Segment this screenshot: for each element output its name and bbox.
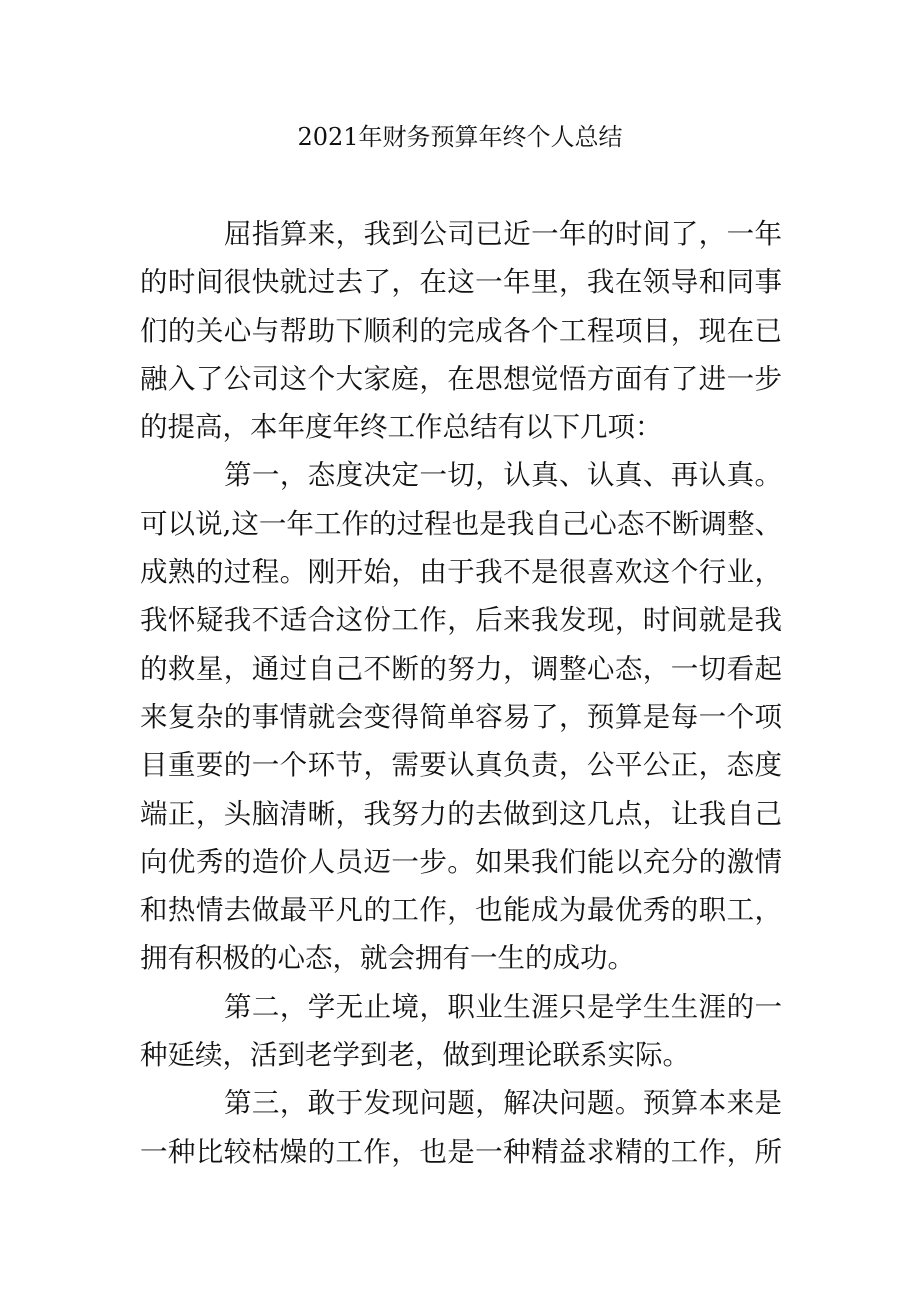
paragraph-line: 屈指算来，我到公司已近一年的时间了，一年 [224,218,782,250]
paragraph-line: 的提高，本年度年终工作总结有以下几项： [140,411,663,444]
paragraph [140,210,782,451]
paragraph-line: 种延续，活到老学到老，做到理论联系实际。 [140,1039,690,1072]
paragraph-line: 融入了公司这个大家庭，在思想觉悟方面有了进一步 [140,362,782,395]
paragraph-line: 的时间很快就过去了，在这一年里，我在领导和同事 [140,266,782,299]
paragraph-line: 拥有积极的心态，就会拥有一生的成功。 [140,942,635,975]
paragraph-line: 来复杂的事情就会变得简单容易了，预算是每一个项 [140,700,782,733]
paragraph [140,1079,782,1176]
paragraph-line: 第一，态度决定一切，认真、认真、再认真。 [224,459,782,492]
paragraph-line: 第二，学无止境，职业生涯只是学生生涯的一 [224,990,782,1023]
paragraph-line: 成熟的过程。刚开始，由于我不是很喜欢这个行业， [140,556,782,589]
paragraph-line: 我怀疑我不适合这份工作，后来我发现，时间就是我 [140,604,782,637]
document-body [140,210,782,1176]
paragraph-line: 向优秀的造价人员迈一步。如果我们能以充分的激情 [140,845,782,878]
paragraph-line: 第三，敢于发现问题，解决问题。预算本来是 [224,1087,782,1120]
paragraph [140,451,782,982]
paragraph [140,983,782,1080]
paragraph-line: 的救星，通过自己不断的努力，调整心态，一切看起 [140,652,782,685]
paragraph-line: 目重要的一个环节，需要认真负责，公平公正，态度 [140,749,782,782]
paragraph-line: 端正，头脑清晰，我努力的去做到这几点，让我自己 [140,797,782,830]
document-title: 2021年财务预算年终个人总结 [297,123,623,151]
paragraph-line: 们的关心与帮助下顺利的完成各个工程项目，现在已 [140,314,782,347]
paragraph-line: 和热情去做最平凡的工作，也能成为最优秀的职工， [140,894,782,927]
paragraph-line: 可以说,这一年工作的过程也是我自己心态不断调整、 [140,507,782,540]
paragraph-line: 一种比较枯燥的工作，也是一种精益求精的工作，所 [140,1135,782,1168]
